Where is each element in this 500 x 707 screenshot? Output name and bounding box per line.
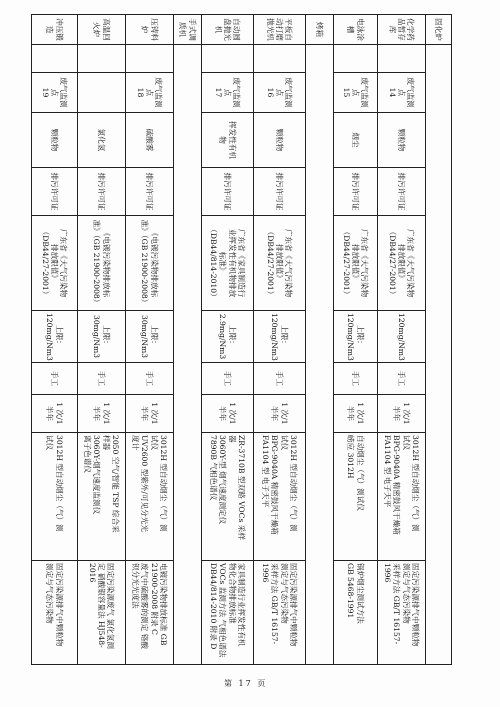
table-cell: 自动烟尘（气）测试仪 崂应 3012H <box>334 433 378 561</box>
table-cell: 120mg/Nm3 <box>378 311 426 363</box>
table-cell <box>32 45 78 73</box>
table-cell: 广东省《大气污染物 排放限值》 （DB44/27-2001） <box>32 216 78 311</box>
table-cell: 3012H 型自动烟尘（气）测 试仪 BPG-9040A 精密鼓风干燥箱 FA1104 型 电子天平 <box>254 433 306 561</box>
table-cell: 固定污染源废气 氯化氢测 定 硝酸银容量法 HJ548-2016 <box>78 561 126 665</box>
table-cell <box>334 45 378 73</box>
table-cell <box>378 45 426 73</box>
table-cell: 烤箱 <box>306 15 334 45</box>
table-row <box>254 15 306 665</box>
table-cell: 排污许可证 <box>334 168 378 216</box>
table-cell: 广东省《大气污染物 排放限值》 （DB44/27-2001） <box>254 216 306 311</box>
table-cell: 挥发性有机 物 <box>202 113 254 168</box>
table-cell: 1 次/1 半年 <box>334 395 378 433</box>
table-cell: 1 次/1 半年 <box>78 395 126 433</box>
table-cell: ZR-3710B 型双路 VOCs 采样 器 3060Y-型 烟气速度测定仪 7890B 气相色谱仪 <box>202 433 254 561</box>
table-cell: 3012H 型自动烟尘（气）测 试仪 UV2600 型紫外/可见分光光 度计 <box>126 433 174 561</box>
table-cell: 广东省《家具制造行 业挥发性有机物排放 标准》 （DB44/814-2010） <box>202 216 254 311</box>
table-cell: 上限： 30mg/Nm3 <box>126 311 174 363</box>
table-cell: 排污许可证 <box>78 168 126 216</box>
table-cell: 颗粒物 <box>378 113 426 168</box>
table-cell: 氯化氢 <box>78 113 126 168</box>
table-cell: 电镀污染物排放标准 GB 21900-2008 附录 C 废气中硫酸雾的测定 铬酸 钡分光光度法 <box>126 561 174 665</box>
table-cell: 废气监测点 18 <box>126 73 174 113</box>
table-cell: 冲压锻 造 <box>32 15 78 45</box>
table-cell: 硫酸雾 <box>126 113 174 168</box>
table-cell: 排污许可证 <box>202 168 254 216</box>
table-cell: 上限： 120mg/Nm3 <box>254 311 306 363</box>
table-row <box>426 15 452 665</box>
table-cell: 《电镀污染物排放标 准》（GB 21900-2008） <box>78 216 126 311</box>
table-cell: 上限： 2.9mg/Nm3 <box>202 311 254 363</box>
table-cell <box>254 45 306 73</box>
table-cell: 废气监测点 16 <box>254 73 306 113</box>
table-cell: 排污许可证 <box>32 168 78 216</box>
table-cell: 手工 <box>126 363 174 395</box>
table-cell: 固化炉 <box>426 15 452 45</box>
table-cell: 手工 <box>32 363 78 395</box>
table-cell <box>78 45 126 73</box>
table-cell: 3012H 型自动烟尘（气）测 试仪 BPG-9040A 精密鼓风干燥箱 FA1104 型 电子天平 <box>378 433 426 561</box>
table-cell: 手工 <box>334 363 378 395</box>
table-cell: 烟尘 <box>334 113 378 168</box>
table-cell <box>202 45 254 73</box>
table-cell: 广东省《大气污染物 排放限值》 （DB44/27-2001） <box>334 216 378 311</box>
table-cell: 上限： 30mg/Nm3 <box>78 311 126 363</box>
table-cell: 广东省《大气污染物 排放限值》 （DB44/27-2001） <box>378 216 426 311</box>
table-cell: 《电镀污染物排放标 准》（GB 21900-2008） <box>126 216 174 311</box>
table-cell: 固定污染源排气中颗粒物 测定与气态污染物 采样方法 GB/T 16157-1996 <box>254 561 306 665</box>
table-cell: 废气监测点 14 <box>378 73 426 113</box>
table-cell: 化学药 品暂存 库 <box>378 15 426 45</box>
table-cell: 2050 空气/智能 TSP 综合采 样器 3060Y-烟气速度监测仪 离子色谱仪 <box>78 433 126 561</box>
page-number: 第 17 页 <box>224 679 268 688</box>
table-cell <box>174 45 202 665</box>
table-cell: 上限： 120mg/Nm3 <box>32 311 78 363</box>
table-cell <box>126 45 174 73</box>
table-cell: 排污许可证 <box>126 168 174 216</box>
table-cell: 上限： 120mg/Nm3 <box>334 311 378 363</box>
table-cell: 排污许可证 <box>254 168 306 216</box>
table-cell: 压铸料 炉 <box>126 15 174 45</box>
table-row <box>174 15 202 665</box>
table-cell <box>78 73 126 113</box>
table-cell <box>306 45 334 665</box>
table-cell: 颗粒物 <box>254 113 306 168</box>
table-cell: 3012H 型自动烟尘（气）测 试仪 <box>32 433 78 561</box>
table-cell: 平板自 动打磨 抛光机 <box>254 15 306 45</box>
table-cell: 废气监测点 15 <box>334 73 378 113</box>
table-row <box>378 15 426 665</box>
table-cell: 废气监测点 19 <box>32 73 78 113</box>
table-cell: 手工 <box>378 363 426 395</box>
table-cell: 家具制造行业挥发性有机 物化合物排放标准 VOCs 监测方法 气相色谱法 DB44/814-2010 附录 D <box>202 561 254 665</box>
table-cell: 1 次/1 半年 <box>202 395 254 433</box>
table-cell: 手工 <box>254 363 306 395</box>
table-row <box>126 15 174 665</box>
table-cell: 1 次/1 半年 <box>254 395 306 433</box>
table-cell: 手式调 质机 <box>174 15 202 45</box>
table-cell: 固定污染源排气中颗粒物 测定与气态污染物 <box>32 561 78 665</box>
rotated-monitoring-table <box>32 14 452 664</box>
table-row <box>78 15 126 665</box>
table-cell: 1 次/1 半年 <box>378 395 426 433</box>
table-row <box>334 15 378 665</box>
table-cell: 排污许可证 <box>378 168 426 216</box>
table-cell: 1 次/1 半年 <box>32 395 78 433</box>
table-cell: 高温回 火炉 <box>78 15 126 45</box>
monitoring-table <box>31 14 452 665</box>
table-row <box>32 15 78 665</box>
table-row <box>306 15 334 665</box>
table-cell <box>426 45 452 665</box>
table-cell: 电泳涂 槽 <box>334 15 378 45</box>
table-cell: 1 次/1 半年 <box>126 395 174 433</box>
table-cell: 手工 <box>202 363 254 395</box>
table-cell: 自动圆 盘抛光 机 <box>202 15 254 45</box>
table-row <box>202 15 254 665</box>
table-cell: 锅炉烟尘测试方法 GB 5468-1991 <box>334 561 378 665</box>
table-cell: 颗粒物 <box>32 113 78 168</box>
table-cell: 废气监测点 17 <box>202 73 254 113</box>
table-cell: 手工 <box>78 363 126 395</box>
table-cell: 固定污染源排气中颗粒物 测定与气态污染物 采样方法 GB/T 16157-1996 <box>378 561 426 665</box>
